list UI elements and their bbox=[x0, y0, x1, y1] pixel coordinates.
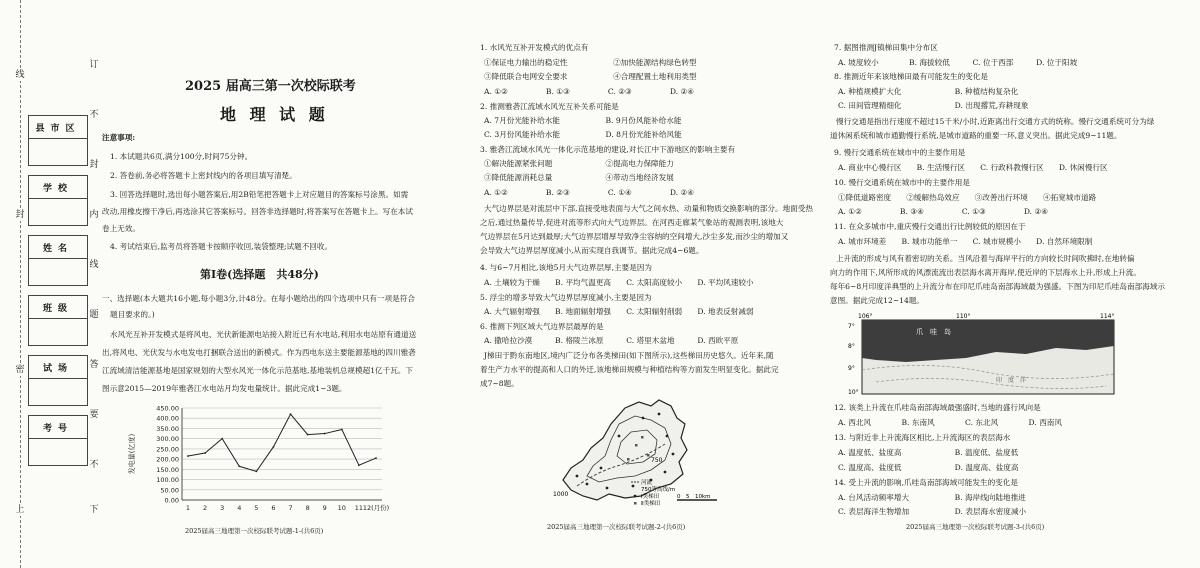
passage-line: 上升流的形成与风有着密切的关系。当风沿着与海岸平行的方向较长时间吹拂时,在地转偏 bbox=[836, 254, 1135, 263]
lon-label: 110° bbox=[956, 313, 971, 320]
x-tick-label: 5 bbox=[254, 504, 259, 512]
x-tick-label: 2 bbox=[203, 504, 208, 512]
java-sea-map bbox=[846, 310, 1126, 398]
seal-note-char: 封 bbox=[89, 160, 99, 170]
mcq-intro: 题目要求的。) bbox=[110, 310, 155, 319]
field-label: 学校 bbox=[29, 176, 87, 199]
passage-line: 会导致大气边界层厚度减小,从而实现自我调节。据此完成4~6题。 bbox=[480, 246, 704, 255]
question-line: 5. 浮尘的增多导致大气边界层厚度减小,主要是因为 bbox=[480, 293, 652, 302]
option-line: A. 坡度较小 B. 海拔较低 C. 位于西部 D. 位于阳坡 bbox=[838, 58, 1078, 67]
mcq-intro: 一、选择题(本大题共16小题,每小题3分,计48分。在每小题给出的四个选项中只有一项是符合 bbox=[102, 294, 415, 303]
passage-line: 气边界层在5月达到最厚;大气边界层增厚导致净尘容纳的空间增大,沙尘多发,而沙尘的增加又 bbox=[480, 232, 789, 241]
question-line: 9. 慢行交通系统在城市中的主要作用是 bbox=[834, 148, 966, 157]
series-line bbox=[188, 414, 376, 471]
page-footer: 2025届高三地理第一次校际联考试题-1-(共6页) bbox=[185, 527, 324, 535]
seal-mark-top: 线 bbox=[15, 70, 25, 80]
field-name[interactable] bbox=[28, 235, 88, 286]
seal-mark-bottom: 上 bbox=[15, 505, 25, 515]
notice-heading: 注意事项: bbox=[102, 133, 136, 142]
option-line: A. 温度低、盐度高 B. 温度低、盐度低 bbox=[838, 448, 1019, 457]
field-exam-number[interactable] bbox=[28, 415, 88, 466]
y-tick-label: 450.00 bbox=[156, 404, 179, 413]
option-line: ③降低能源消耗总量 ④带动当地经济发展 bbox=[484, 173, 674, 182]
data-point bbox=[255, 470, 257, 472]
y-tick-label: 350.00 bbox=[156, 424, 179, 433]
passage-line: 江流域清洁能源基地是国家规划的大型水风光一体化示范基地,基地装机总规模超1亿千瓦。下 bbox=[102, 366, 413, 375]
passage-line: 成7~8题。 bbox=[480, 379, 519, 388]
terraces-map bbox=[547, 396, 747, 516]
option-line: A. 种植规模扩大化 B. 种植结构复杂化 bbox=[838, 87, 1019, 96]
option-line: A. 城市环境差 B. 城市功能单一 C. 城市规模小 D. 自然环境限制 bbox=[838, 237, 1093, 246]
passage-line: 着生产力水平的提高和人口的外迁,该地梯田规模与种植结构等方面发生明显变化。据此完 bbox=[480, 365, 779, 374]
notice-line: 4. 考试结束后,监考员将答题卡按顺序收回,装袋整理;试题不回收。 bbox=[110, 242, 333, 251]
data-point bbox=[341, 429, 343, 431]
y-tick-label: 300.00 bbox=[156, 435, 179, 444]
legend-contour: 750等高线/m bbox=[641, 487, 676, 493]
option-line: C. 表层海洋生物增加 D. 表层海水密度减小 bbox=[838, 507, 1027, 516]
x-tick-label: 8 bbox=[305, 504, 310, 512]
data-point bbox=[307, 434, 309, 436]
binding-margin bbox=[0, 0, 100, 568]
field-county[interactable] bbox=[28, 115, 88, 166]
lat-label: 9° bbox=[848, 365, 855, 372]
field-label: 县市区 bbox=[29, 116, 87, 139]
field-label: 考号 bbox=[29, 416, 87, 439]
question-line: 2. 推测雅砻江流域水风光互补关系可能是 bbox=[480, 102, 619, 111]
x-tick-label: 12(月份) bbox=[362, 504, 390, 512]
passage-line: 水风光互补开发模式是将风电、光伏新能源电站接入附近已有水电站,利用水电站原有通道送 bbox=[110, 330, 417, 339]
question-line: 1. 水风光互补开发模式的优点有 bbox=[480, 43, 589, 52]
page-2 bbox=[452, 0, 812, 568]
y-tick-label: 150.00 bbox=[156, 465, 179, 474]
lon-label: 114° bbox=[1100, 313, 1115, 320]
notice-line: 卷上无效。 bbox=[102, 224, 140, 233]
question-line: 7. 据图推测J镇梯田集中分布区 bbox=[834, 43, 938, 52]
island-label: 爪 哇 岛 bbox=[916, 328, 951, 336]
question-line: 4. 与6~7月相比,该地5月大气边界层厚,主要是因为 bbox=[480, 263, 653, 272]
page-footer: 2025届高三地理第一次校际联考试题-3-(共6页) bbox=[906, 523, 1045, 531]
lat-label: 8° bbox=[848, 343, 855, 350]
option-line: A. 土壤较为干燥 B. 平均气温更高 C. 太阳高度较小 D. 平均风速较小 bbox=[484, 278, 754, 287]
option-line: A. 大气辐射增强 B. 地面辐射增强 C. 太阳辐射削弱 D. 地表反射减弱 bbox=[484, 307, 754, 316]
data-point bbox=[204, 452, 206, 454]
data-point bbox=[187, 455, 189, 457]
option-line: C. 田间管理精细化 D. 出现撂荒,弃耕现象 bbox=[838, 101, 1029, 110]
page-1 bbox=[100, 0, 445, 568]
passage-line: 之后,通过热量传导,促进对流等形式向大气边界层。在河西走廊某气象站的观测表明,该地大 bbox=[480, 218, 784, 227]
x-tick-label: 10 bbox=[337, 504, 346, 512]
data-point bbox=[290, 413, 292, 415]
option-line: A. 台风活动频率增大 B. 海岸线向陆地推进 bbox=[838, 493, 1026, 502]
data-point bbox=[358, 464, 360, 466]
option-line: A. ①② B. ①③ C. ②③ D. ②④ bbox=[484, 87, 695, 96]
x-tick-label: 6 bbox=[271, 504, 276, 512]
lon-label: 106° bbox=[858, 313, 873, 320]
legend-terrace-1: Ⅰ类梯田 bbox=[641, 494, 660, 500]
option-line: A. 西北风 B. 东南风 C. 东北风 D. 西南风 bbox=[838, 418, 1062, 427]
seal-note-char: 题 bbox=[89, 310, 99, 320]
y-tick-label: 200.00 bbox=[156, 455, 179, 464]
option-line: ①降低道路密度 ②缓解热岛效应 ③改善出行环境 ④拓宽城市道路 bbox=[838, 193, 1097, 202]
x-tick-label: 7 bbox=[288, 504, 293, 512]
y-tick-label: 0.00 bbox=[164, 496, 179, 505]
data-point bbox=[238, 465, 240, 467]
option-line: A. 撒哈拉沙漠 B. 格陵兰冰原 C. 塔里木盆地 D. 西欧平原 bbox=[484, 336, 739, 345]
option-line: ③降低联合电网安全要求 ④合理配置土地利用类型 bbox=[484, 72, 697, 81]
question-line: 12. 该类上升流在爪哇岛南部海域最强盛时,当地的盛行风向是 bbox=[834, 403, 1041, 412]
part-title: 第Ⅰ卷(选择题 共48分) bbox=[200, 268, 319, 281]
x-tick-label: 3 bbox=[220, 504, 225, 512]
passage-line: 向力的作用下,风所形成的风漂流流出表层海水离开海岸,使近岸的下层海水上升,形成上升流。 bbox=[830, 268, 1141, 277]
sea-label: 印 度 洋 bbox=[996, 377, 1027, 384]
scale-label: 0 5 10km bbox=[677, 494, 711, 500]
field-label: 班级 bbox=[29, 296, 87, 319]
data-point bbox=[375, 457, 377, 459]
y-tick-label: 50.00 bbox=[160, 486, 179, 495]
data-point bbox=[221, 438, 223, 440]
x-tick-label: 9 bbox=[322, 504, 327, 512]
question-line: 13. 与附近非上升流海区相比,上升流海区的表层海水 bbox=[834, 433, 1011, 442]
field-school[interactable] bbox=[28, 175, 88, 226]
subject-title: 地 理 试 题 bbox=[220, 105, 329, 124]
question-line: 3. 雅砻江流域水风光一体化示范基地的建设,对长江中下游地区的影响主要有 bbox=[480, 145, 736, 154]
passage-line: 每年6~8月印度洋典型的上升流分布在印尼爪哇岛南部海域最为强盛。下图为印尼爪哇岛南部海域示 bbox=[830, 282, 1165, 291]
y-tick-label: 400.00 bbox=[156, 414, 179, 423]
question-line: 11. 在众多城市中,重庆慢行交通出行比例较低的原因在于 bbox=[834, 222, 1026, 231]
x-tick-label: 1 bbox=[185, 504, 191, 512]
field-class[interactable] bbox=[28, 295, 88, 346]
passage-line: 出,将风电、光伏发与水电发电打捆联合送出的新模式。作为西电东送主要能源基地的四川雅砻 bbox=[102, 348, 416, 357]
notice-line: 1. 本试题共6页,满分100分,时间75分钟。 bbox=[110, 152, 253, 161]
page-3 bbox=[826, 0, 1186, 568]
seal-mark-low: 密 bbox=[15, 365, 25, 375]
seal-note-char: 线 bbox=[89, 260, 99, 270]
question-line: 10. 慢行交通系统在城市中的主要作用是 bbox=[834, 178, 970, 187]
elevation-label: 1000 bbox=[553, 491, 569, 498]
y-tick-label: 250.00 bbox=[156, 445, 179, 454]
notice-line: 3. 回答选择题时,选出每小题答案后,用2B铅笔把答题卡上对应题目的答案标号涂黑。如需 bbox=[110, 190, 409, 199]
option-line: A. ①② B. ②③ C. ①④ D. ②④ bbox=[484, 188, 695, 197]
option-line: A. 7月份光能补给水能 B. 9月份风能补给水能 bbox=[484, 116, 682, 125]
passage-line: J梯田于黔东南地区,境内广泛分布各类梯田(如下图所示),这些梯田历史悠久。近年来,随 bbox=[484, 351, 774, 360]
seal-note-char: 内 bbox=[89, 210, 99, 220]
lat-label: 7° bbox=[848, 323, 855, 330]
passage-line: 图示意2015—2019年雅砻江水电站月均发电量统计。据此完成1~3题。 bbox=[102, 384, 347, 393]
legend-river: 河流 bbox=[641, 480, 653, 486]
hydropower-line-chart bbox=[120, 400, 390, 518]
seal-note-char: 下 bbox=[89, 505, 99, 515]
question-line: 14. 受上升流的影响,爪哇岛南部海域可能发生的变化是 bbox=[834, 478, 1018, 487]
page-footer: 2025届高三地理第一次校际联考试题-2-(共6页) bbox=[547, 523, 686, 531]
legend-terrace-2: Ⅱ类梯田 bbox=[641, 501, 661, 507]
notice-line: 2. 答卷前,务必将答题卡上密封线内的各项目填写清楚。 bbox=[110, 171, 297, 180]
seal-dotted-line bbox=[20, 0, 21, 568]
notice-line: 改动,用橡皮擦干净后,再选涂其它答案标号。回答非选择题时,将答案写在答题卡上。写在本试 bbox=[102, 207, 413, 216]
option-line: C. 3月份风能补给水能 D. 8月份光能补给风能 bbox=[484, 130, 682, 139]
y-tick-label: 100.00 bbox=[156, 476, 179, 485]
passage-line: 道休闲系统和城市通勤慢行系统,是城市道路的重要一环,意义突出。据此完成9~11题。 bbox=[830, 131, 1122, 140]
lat-label: 10° bbox=[848, 389, 859, 396]
x-tick-label: 11 bbox=[354, 504, 364, 512]
option-line: A. 商业中心慢行区 B. 生活慢行区 C. 行政科教慢行区 D. 休闲慢行区 bbox=[838, 163, 1108, 172]
option-line: ①保证电力输出的稳定性 ②加快能源结构绿色转型 bbox=[484, 58, 697, 67]
seal-note-char: 订 bbox=[89, 60, 99, 70]
field-exam-room[interactable] bbox=[28, 355, 88, 406]
option-line: ①解决能源紧张问题 ②提高电力保障能力 bbox=[484, 159, 674, 168]
question-line: 6. 推测下列区域大气边界层最厚的是 bbox=[480, 322, 604, 331]
exam-title: 2025 届高三第一次校际联考 bbox=[185, 79, 356, 94]
passage-line: 意图。据此完成12~14题。 bbox=[830, 296, 925, 305]
data-point bbox=[324, 433, 326, 435]
x-tick-label: 4 bbox=[237, 504, 242, 512]
seal-note-char: 答 bbox=[89, 360, 99, 370]
option-line: A. ①② B. ③④ C. ①③ D. ②④ bbox=[838, 207, 1049, 216]
seal-mark-mid: 封 bbox=[15, 210, 25, 220]
field-label: 试场 bbox=[29, 356, 87, 379]
passage-line: 慢行交通是指出行速度不超过15千米/小时,近距离出行交通方式的统称。慢行交通系统可分为绿 bbox=[836, 117, 1155, 126]
seal-note-char: 要 bbox=[89, 410, 99, 420]
seal-note-char: 不 bbox=[89, 110, 99, 120]
data-point bbox=[273, 446, 275, 448]
elevation-label: 750 bbox=[651, 457, 663, 464]
field-label: 姓名 bbox=[29, 236, 87, 259]
y-axis-label: 发电量(亿度) bbox=[128, 433, 136, 475]
passage-line: 大气边界层是对流层中下部,直接受地表面与大气之间水热、动量和物质交换影响的部分。地面受热 bbox=[484, 204, 813, 213]
option-line: C. 温度高、盐度低 D. 温度高、盐度高 bbox=[838, 463, 1019, 472]
seal-note-char: 不 bbox=[89, 460, 99, 470]
question-line: 8. 推测近年来该地梯田最有可能发生的变化是 bbox=[834, 72, 988, 81]
